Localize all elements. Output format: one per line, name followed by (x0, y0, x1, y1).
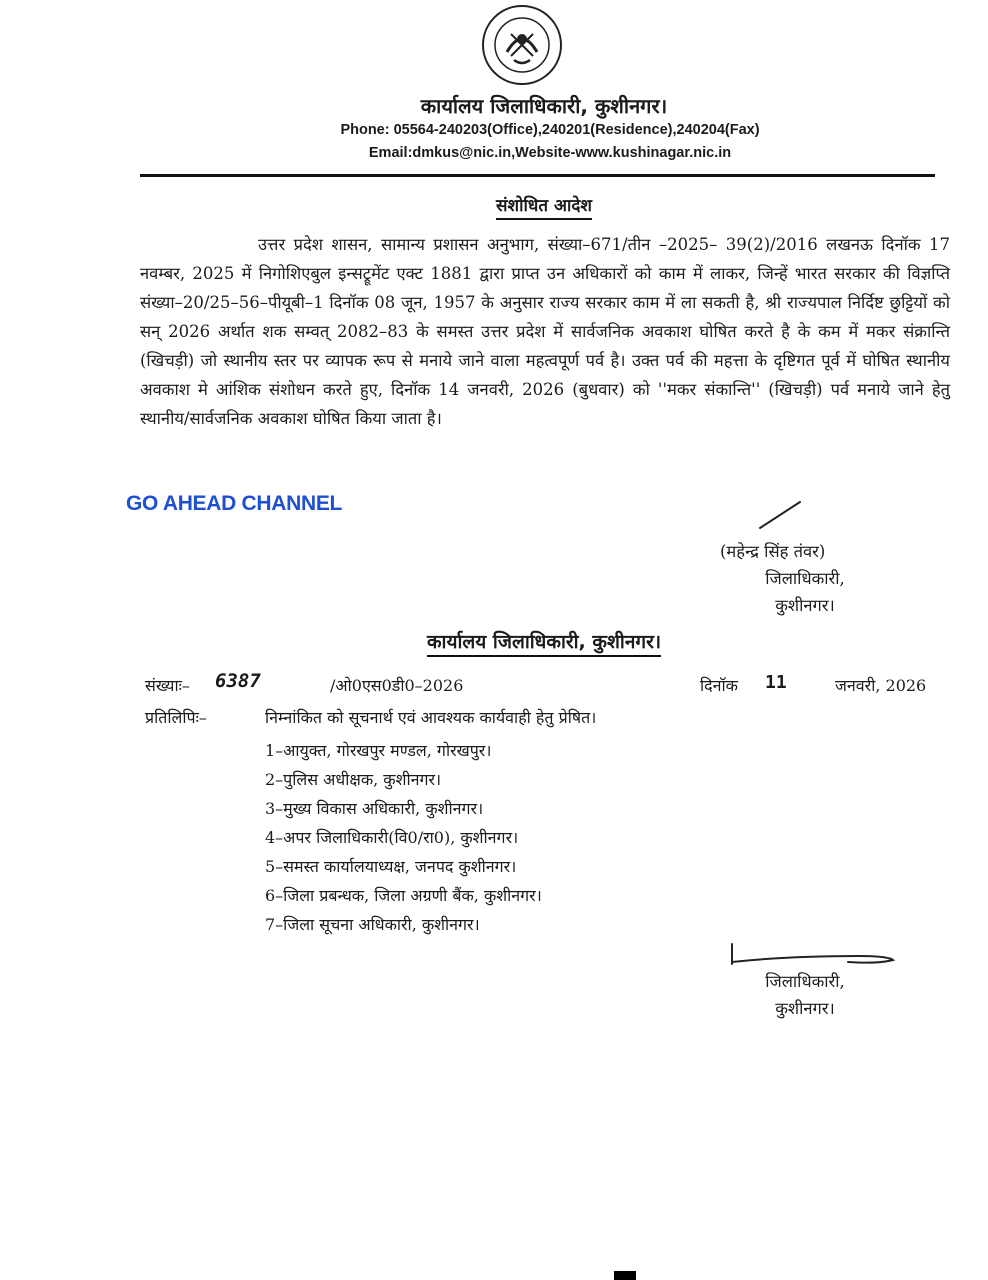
signatory-place: कुशीनगर। (775, 596, 835, 615)
signatory-name: (महेन्द्र सिंह तंवर) (720, 542, 826, 561)
office-title: कार्यालय जिलाधिकारी, कुशीनगर। (420, 94, 668, 118)
copy-office-title: कार्यालय जिलाधिकारी, कुशीनगर। (0, 628, 988, 654)
page-edge-mark (614, 1271, 636, 1280)
order-body: उत्तर प्रदेश शासन, सामान्य प्रशासन अनुभाग, संख्या–671/तीन –2025– 39(2)/2016 लखनऊ दिनॉक 17 नवम्बर, 2025 में निगोशिएबुल इन्सट्रूमेंट एक्ट 1881 द्वारा प्राप्त उन अधिकारों को काम में लाकर, जिन्हें भारत सरकार की विज्ञप्ति संख्या–20/25–56–पीयूबी–1 दिनॉक 08 जून, 1957 के अनुसार राज्य सरकार काम में ला सकती है, श्री राज्यपाल निर्दिष्ट छुट्टियों को सन् 2026 अर्थात शक सम्वत् 2082–83 के समस्त उत्तर प्रदेश में सार्वजनिक अवकाश घोषित करते है के कम में मकर संक्रान्ति (खिचड़ी) जो स्थानीय स्तर पर व्यापक रूप से मनाये जाने वाला महत्वपूर्ण पर्व है। उक्त पर्व की महत्ता के दृष्टिगत पूर्व में घोषित स्थानीय अवकाश मे आंशिक संशोधन करते हुए, दिनॉक 14 जनवरी, 2026 (बुधवार) को ''मकर संकान्ति'' (खिचड़ी) पर्व मनाये जाने हेतु स्थानीय/सार्वजनिक अवकाश घोषित किया जाता है। (140, 235, 950, 428)
up-government-emblem-icon (481, 4, 563, 86)
header-divider (140, 174, 935, 177)
copy-label: प्रतिलिपिः– (145, 708, 207, 727)
date-label: दिनॉक (700, 676, 738, 695)
signatory-block (720, 538, 890, 619)
number-label: संख्याः– (145, 676, 190, 695)
list-item: 2–पुलिस अधीक्षक, कुशीनगर। (265, 770, 442, 789)
signature-icon (752, 498, 812, 532)
number-suffix: /ओ0एस0डी0–2026 (330, 676, 464, 695)
closing-designation: जिलाधिकारी, (765, 972, 845, 991)
signatory-designation: जिलाधिकारी, (765, 569, 845, 588)
list-item: 7–जिला सूचना अधिकारी, कुशीनगर। (265, 915, 480, 934)
list-item: 4–अपर जिलाधिकारी(वि0/रा0), कुशीनगर। (265, 828, 519, 847)
recipient-list (265, 736, 542, 939)
closing-signatory-block (735, 968, 875, 1022)
closing-place: कुशीनगर। (775, 999, 835, 1018)
date-day: 11 (765, 672, 787, 693)
signature-icon (728, 938, 898, 968)
list-item: 1–आयुक्त, गोरखपुर मण्डल, गोरखपुर। (265, 741, 492, 760)
list-item: 5–समस्त कार्यालयाध्यक्ष, जनपद कुशीनगर। (265, 857, 517, 876)
email-line: Email:dmkus@nic.in,Website-www.kushinagar.nic.in (368, 145, 732, 161)
phone-line: Phone: 05564-240203(Office),240201(Residence),240204(Fax) (340, 122, 760, 138)
order-heading: संशोधित आदेश (0, 193, 988, 216)
list-item: 6–जिला प्रबन्धक, जिला अग्रणी बैंक, कुशीनगर। (265, 886, 542, 905)
date-rest: जनवरी, 2026 (835, 676, 927, 695)
number-handwritten: 6387 (215, 670, 261, 692)
copy-intro: निम्नांकित को सूचनार्थ एवं आवश्यक कार्यवाही हेतु प्रेषित। (265, 708, 597, 727)
watermark-text: GO AHEAD CHANNEL (126, 492, 343, 515)
list-item: 3–मुख्य विकास अधिकारी, कुशीनगर। (265, 799, 484, 818)
